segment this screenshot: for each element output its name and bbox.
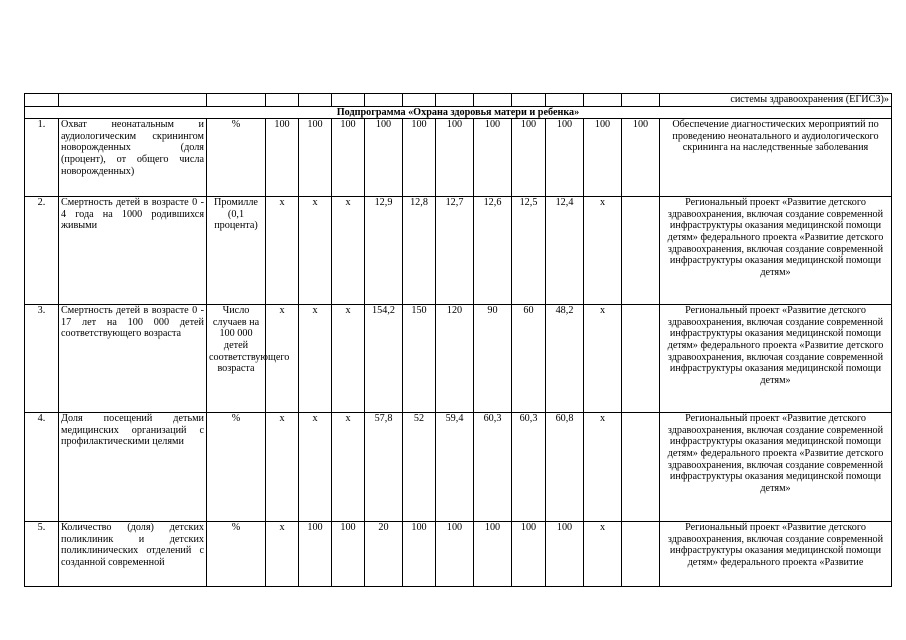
value-cell: 59,4 xyxy=(436,413,474,522)
value-cell: 100 xyxy=(546,119,584,197)
value-cell: 12,4 xyxy=(546,197,584,305)
indicator-name: Смертность детей в возрасте 0 - 4 года на 1000 родившихся живыми xyxy=(59,197,207,305)
value-cell: x xyxy=(266,522,299,587)
value-cell: 100 xyxy=(512,119,546,197)
unit-cell: % xyxy=(207,119,266,197)
value-cell: x xyxy=(266,413,299,522)
note-cell: Региональный проект «Развитие детского здравоохранения, включая создание современной инфраструктуры оказания медицинской помощи детям» федерального проекта «Развитие детского здравоохранения, включая создание современной инфраструктуры оказания медицинской помощи детям» xyxy=(660,197,892,305)
unit-cell: % xyxy=(207,522,266,587)
value-cell: 52 xyxy=(403,413,436,522)
value-cell: x xyxy=(584,413,622,522)
note-cell: Региональный проект «Развитие детского здравоохранения, включая создание современной инфраструктуры оказания медицинской помощи детям» федерального проекта «Развитие детского здравоохранения, включая создание современной инфраструктуры оказания медицинской помощи детям» xyxy=(660,305,892,413)
value-cell: 48,2 xyxy=(546,305,584,413)
value-cell: 20 xyxy=(365,522,403,587)
indicators-table xyxy=(24,93,892,587)
row-number: 1. xyxy=(25,119,59,197)
value-cell: x xyxy=(584,305,622,413)
table-row xyxy=(25,522,892,587)
table-row xyxy=(25,305,892,413)
unit-cell: Число случаев на 100 000 детей соответствующего возраста xyxy=(207,305,266,413)
value-cell: 100 xyxy=(436,119,474,197)
indicator-name: Охват неонатальным и аудиологическим скринингом новорожденных (доля (процент), от общего числа новорожденных) xyxy=(59,119,207,197)
value-cell: 100 xyxy=(266,119,299,197)
row-number: 3. xyxy=(25,305,59,413)
value-cell: 120 xyxy=(436,305,474,413)
value-cell: 57,8 xyxy=(365,413,403,522)
continuation-row xyxy=(25,94,892,107)
value-cell: 12,6 xyxy=(474,197,512,305)
row-number: 2. xyxy=(25,197,59,305)
note-cell: Региональный проект «Развитие детского здравоохранения, включая создание современной инфраструктуры оказания медицинской помощи детям» федерального проекта «Развитие xyxy=(660,522,892,587)
value-cell: x xyxy=(332,197,365,305)
value-cell: 12,9 xyxy=(365,197,403,305)
value-cell: 154,2 xyxy=(365,305,403,413)
indicator-name: Смертность детей в возрасте 0 - 17 лет на 100 000 детей соответствующего возраста xyxy=(59,305,207,413)
value-cell: x xyxy=(332,413,365,522)
value-cell: 100 xyxy=(403,119,436,197)
value-cell: 100 xyxy=(584,119,622,197)
value-cell: x xyxy=(299,197,332,305)
note-cell: Региональный проект «Развитие детского здравоохранения, включая создание современной инфраструктуры оказания медицинской помощи детям» федерального проекта «Развитие детского здравоохранения, включая создание современной инфраструктуры оказания медицинской помощи детям» xyxy=(660,413,892,522)
continuation-text: системы здравоохранения (ЕГИСЗ)» xyxy=(660,94,892,107)
value-cell: 100 xyxy=(546,522,584,587)
value-cell: 60,3 xyxy=(474,413,512,522)
value-cell: 100 xyxy=(332,522,365,587)
note-cell: Обеспечение диагностических мероприятий по проведению неонатального и аудиологического скрининга на наследственные заболевания xyxy=(660,119,892,197)
value-cell: 100 xyxy=(299,522,332,587)
value-cell: 100 xyxy=(474,522,512,587)
row-number: 5. xyxy=(25,522,59,587)
unit-cell: Промилле (0,1 процента) xyxy=(207,197,266,305)
table-row xyxy=(25,197,892,305)
value-cell-final: 100 xyxy=(622,119,660,197)
value-cell-final xyxy=(622,305,660,413)
value-cell: 60,8 xyxy=(546,413,584,522)
subprogram-title: Подпрограмма «Охрана здоровья матери и ребенка» xyxy=(25,106,892,119)
value-cell: x xyxy=(266,197,299,305)
value-cell: 90 xyxy=(474,305,512,413)
value-cell: 100 xyxy=(403,522,436,587)
value-cell: 60 xyxy=(512,305,546,413)
indicator-name: Количество (доля) детских поликлиник и детских поликлинических отделений с созданной современной xyxy=(59,522,207,587)
value-cell: 60,3 xyxy=(512,413,546,522)
row-number: 4. xyxy=(25,413,59,522)
unit-cell: % xyxy=(207,413,266,522)
table-row xyxy=(25,119,892,197)
table-row xyxy=(25,413,892,522)
value-cell: x xyxy=(332,305,365,413)
value-cell: 100 xyxy=(512,522,546,587)
value-cell-final xyxy=(622,413,660,522)
value-cell: 100 xyxy=(474,119,512,197)
subprogram-row xyxy=(25,106,892,119)
value-cell: 12,8 xyxy=(403,197,436,305)
value-cell: 12,5 xyxy=(512,197,546,305)
value-cell: 100 xyxy=(299,119,332,197)
indicator-name: Доля посещений детьми медицинских организаций с профилактическими целями xyxy=(59,413,207,522)
value-cell: x xyxy=(299,413,332,522)
value-cell-final xyxy=(622,197,660,305)
value-cell: x xyxy=(266,305,299,413)
value-cell: x xyxy=(299,305,332,413)
value-cell: x xyxy=(584,197,622,305)
value-cell: 100 xyxy=(436,522,474,587)
value-cell: x xyxy=(584,522,622,587)
value-cell: 12,7 xyxy=(436,197,474,305)
value-cell: 150 xyxy=(403,305,436,413)
value-cell: 100 xyxy=(365,119,403,197)
value-cell-final xyxy=(622,522,660,587)
value-cell: 100 xyxy=(332,119,365,197)
